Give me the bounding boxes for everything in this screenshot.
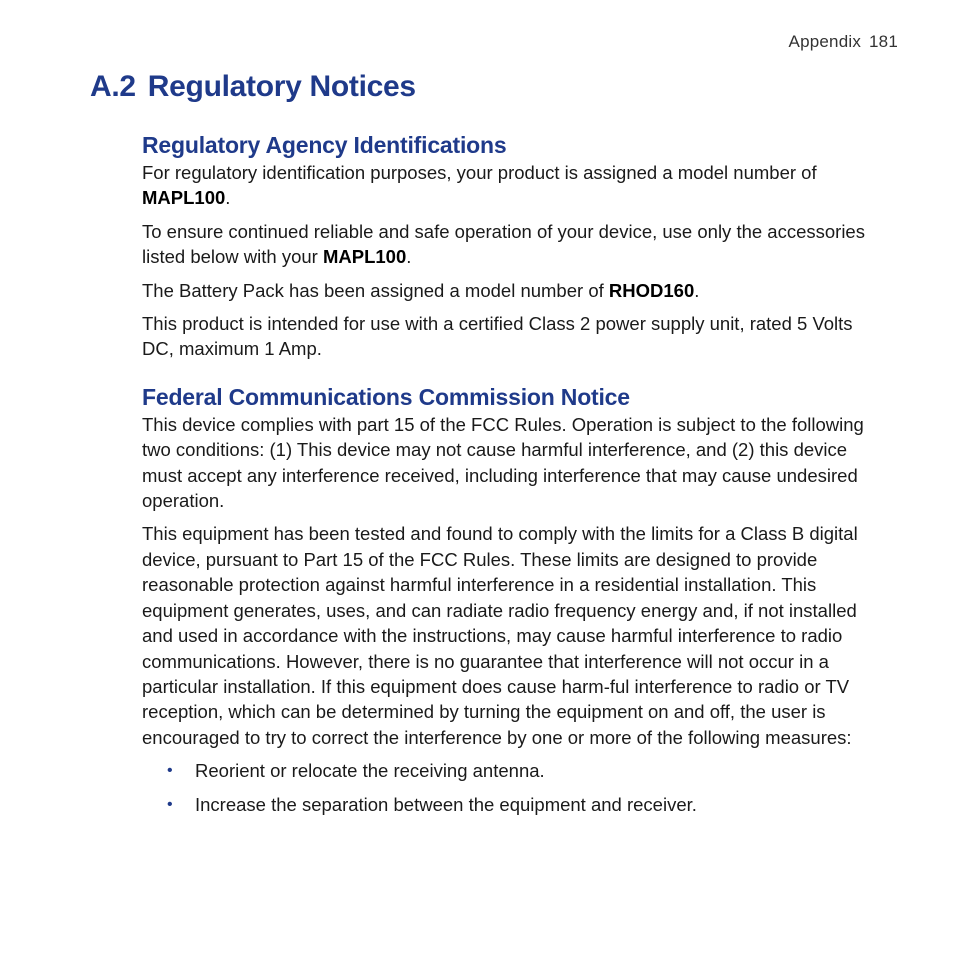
agency-paragraph-3 <box>142 278 882 303</box>
agency-paragraph-1 <box>142 160 882 211</box>
list-item <box>142 758 882 783</box>
list-item-text: Reorient or relocate the receiving antenna. <box>195 760 545 782</box>
model-number-ref: MAPL100 <box>322 246 407 268</box>
agency-p3-end: . <box>694 279 700 301</box>
agency-p2-text: To ensure continued reliable and safe operation of your device, use only the accessories listed below with your <box>142 220 865 268</box>
fcc-measures-list <box>142 758 882 817</box>
bullet-icon: • <box>167 762 173 780</box>
fcc-paragraph-1: This device complies with part 15 of the FCC Rules. Operation is subject to the following two conditions: (1) This device may not cause harmful interference, and (2) this device must accept any interference received, including interference that may cause undesired operation. <box>142 413 864 512</box>
agency-p3-text: The Battery Pack has been assigned a model number of <box>142 279 609 301</box>
running-header-section: Appendix <box>788 32 862 51</box>
agency-p1-text: For regulatory identification purposes, your product is assigned a model number of <box>142 162 817 183</box>
page-header <box>789 32 898 52</box>
bullet-icon: • <box>167 795 173 813</box>
section-title <box>90 70 416 104</box>
section-spacer <box>142 370 882 382</box>
battery-model-number: RHOD160 <box>608 279 695 301</box>
list-item <box>142 792 882 817</box>
page-number: 181 <box>869 32 898 51</box>
agency-p2-end: . <box>406 246 412 268</box>
section-number: A.2 <box>90 70 136 103</box>
section-title-text: Regulatory Notices <box>147 70 416 103</box>
agency-heading: Regulatory Agency Identifications <box>142 132 507 158</box>
agency-paragraph-4: This product is intended for use with a certified Class 2 power supply unit, rated 5 Volts DC, maximum 1 Amp. <box>142 313 853 360</box>
fcc-paragraph-2: This equipment has been tested and found to comply with the limits for a Class B digital device, pursuant to Part 15 of the FCC Rules. These limits are designed to provide reasonable protection against harmful interference in a residential installation. This equipment generates, uses, and can radiate radio frequency energy and, if not installed and used in accordance with the instructions, may cause harmful interference to radio communications. However, there is no guarantee that interference will not occur in a particular installation. If this equipment does cause harm-ful interference to radio or TV reception, which can be determined by turning the equipment on and off, the user is encouraged to try to correct the interference by one or more of the following measures: <box>142 523 858 748</box>
page-content <box>142 130 882 825</box>
agency-p1-end: . <box>225 187 231 209</box>
list-item-text: Increase the separation between the equipment and receiver. <box>195 793 697 815</box>
agency-paragraph-2 <box>142 219 882 270</box>
fcc-heading: Federal Communications Commission Notice <box>142 383 630 410</box>
model-number: MAPL100 <box>142 187 226 209</box>
